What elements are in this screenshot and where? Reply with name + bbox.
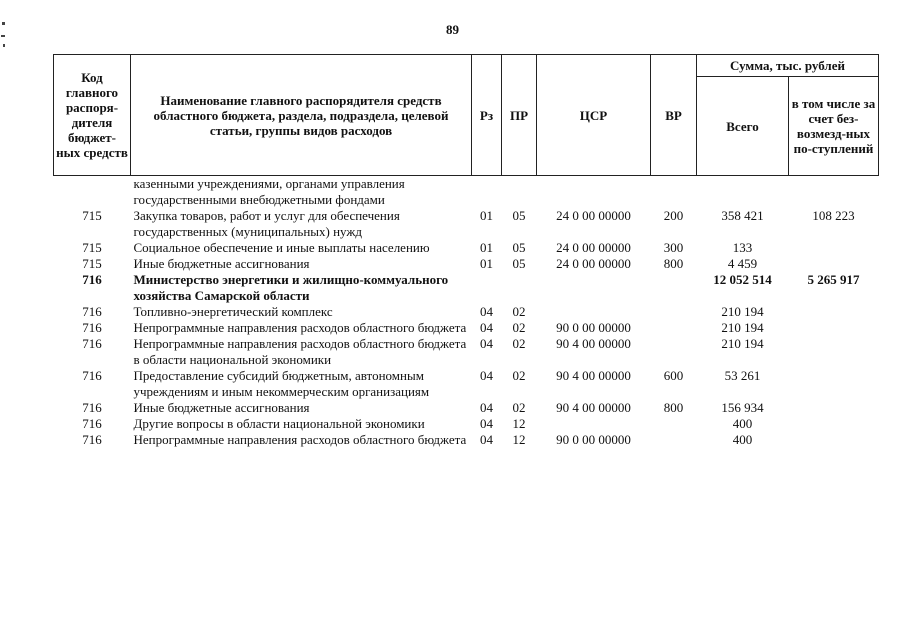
row-pr: 05 [512,208,526,223]
row-csr: 24 0 00 00000 [556,240,631,255]
row-total: 400 [732,416,753,431]
row-vr: 300 [663,240,684,255]
row-pr: 12 [512,416,526,431]
row-total [697,176,789,209]
table-row [54,400,879,416]
row-vr [651,432,697,448]
page-number: 89 [446,22,459,37]
row-pr: 02 [512,304,526,319]
row-csr: 90 0 00 00000 [556,320,631,335]
table-row [54,368,879,400]
row-code: 715 [82,256,102,271]
table-row [54,208,879,240]
row-vr [651,304,697,320]
row-rz [472,176,502,209]
row-total: 210 194 [721,336,764,351]
row-pr: 02 [512,336,526,351]
row-gratuitous: 108 223 [812,208,855,223]
row-vr: 600 [663,368,684,383]
row-csr: 90 0 00 00000 [556,432,631,447]
row-rz: 04 [480,400,493,415]
table-row [54,336,879,368]
table-row [54,304,879,320]
row-rz: 04 [480,304,493,319]
row-name: Иные бюджетные ассигнования [133,400,310,415]
row-csr: 24 0 00 00000 [556,256,631,271]
scan-speck [2,22,5,25]
row-rz: 01 [480,240,493,255]
header-vr: ВР [651,55,697,176]
row-rz: 04 [480,368,493,383]
row-pr: 02 [512,368,526,383]
row-csr [537,272,651,304]
row-code: 716 [82,368,102,383]
row-rz: 01 [480,208,493,223]
header-pr: ПР [502,55,537,176]
header-gratuitous: в том числе за счет без-возмезд-ных по-ступлений [789,77,879,176]
row-gratuitous [789,320,879,336]
budget-table [53,54,879,448]
table-row-ministry [54,272,879,304]
row-vr [651,320,697,336]
row-gratuitous [789,368,879,400]
row-rz: 04 [480,432,493,447]
row-gratuitous [789,432,879,448]
row-pr [502,272,537,304]
header-code: Код главного распоря-дителя бюджет-ных средств [54,55,131,176]
table-row [54,256,879,272]
row-csr [537,416,651,432]
row-code: 716 [82,416,102,431]
row-code: 716 [82,400,102,415]
row-csr: 90 4 00 00000 [556,336,631,351]
row-total: 53 261 [724,368,761,383]
row-vr: 800 [663,400,684,415]
row-code: 716 [82,272,102,287]
row-pr: 02 [512,320,526,335]
row-gratuitous [789,400,879,416]
row-total: 156 934 [721,400,764,415]
row-pr: 05 [512,256,526,271]
table-header [54,55,879,176]
row-code: 716 [82,304,102,319]
row-gratuitous: 5 265 917 [807,272,860,287]
row-name: Социальное обеспечение и иные выплаты населению [133,240,430,255]
header-csr: ЦСР [537,55,651,176]
scan-speck [3,44,5,47]
header-name: Наименование главного распорядителя средств областного бюджета, раздела, подраздела, целевой статьи, группы видов расходов [131,55,472,176]
row-name: Непрограммные направления расходов областного бюджета [133,320,467,335]
row-csr: 90 4 00 00000 [556,368,631,383]
table-row [54,416,879,432]
row-rz: 04 [480,320,493,335]
row-gratuitous [789,256,879,272]
row-vr [651,416,697,432]
row-gratuitous [789,304,879,320]
row-total: 400 [732,432,753,447]
row-name: Непрограммные направления расходов областного бюджета [133,432,467,447]
row-pr [502,176,537,209]
row-pr: 02 [512,400,526,415]
table-body [54,176,879,449]
row-vr [651,176,697,209]
header-total: Всего [697,77,789,176]
row-rz: 04 [480,336,493,351]
row-name: Закупка товаров, работ и услуг для обеспечения государственных (муниципальных) нужд [133,208,400,239]
row-name: Министерство энергетики и жилищно-коммуального хозяйства Самарской области [133,272,449,303]
row-rz: 01 [480,256,493,271]
row-rz: 04 [480,416,493,431]
header-sum: Сумма, тыс. рублей [697,55,879,77]
row-vr [651,272,697,304]
row-code: 715 [82,208,102,223]
row-pr: 05 [512,240,526,255]
row-name: Непрограммные направления расходов областного бюджета в области национальной экономики [133,336,467,367]
table-row [54,432,879,448]
row-pr: 12 [512,432,526,447]
row-gratuitous [789,240,879,256]
row-total: 133 [732,240,753,255]
row-total: 358 421 [721,208,764,223]
row-name: Другие вопросы в области национальной экономики [133,416,425,431]
row-total: 210 194 [721,320,764,335]
row-csr [537,304,651,320]
row-vr [651,336,697,368]
row-code: 716 [82,320,102,335]
row-name: Топливно-энергетический комплекс [133,304,333,319]
table-row [54,320,879,336]
row-name: Иные бюджетные ассигнования [133,256,310,271]
row-code: 716 [82,432,102,447]
row-code: 716 [82,336,102,351]
row-rz [472,272,502,304]
row-vr: 800 [663,256,684,271]
table-row [54,176,879,209]
row-gratuitous [789,336,879,368]
row-csr: 24 0 00 00000 [556,208,631,223]
table-row [54,240,879,256]
row-csr: 90 4 00 00000 [556,400,631,415]
header-rz: Рз [472,55,502,176]
row-name: Предоставление субсидий бюджетным, автономным учреждениям и иным некоммерческим организациям [133,368,430,399]
row-csr [537,176,651,209]
row-gratuitous [789,176,879,209]
row-vr: 200 [663,208,684,223]
row-total: 12 052 514 [713,272,772,287]
row-code [54,176,131,209]
row-total: 210 194 [721,304,764,319]
row-gratuitous [789,416,879,432]
row-code: 715 [82,240,102,255]
row-total: 4 459 [727,256,758,271]
row-name: казенными учреждениями, органами управления государственными внебюджетными фондами [133,176,405,207]
scan-speck [1,35,5,37]
